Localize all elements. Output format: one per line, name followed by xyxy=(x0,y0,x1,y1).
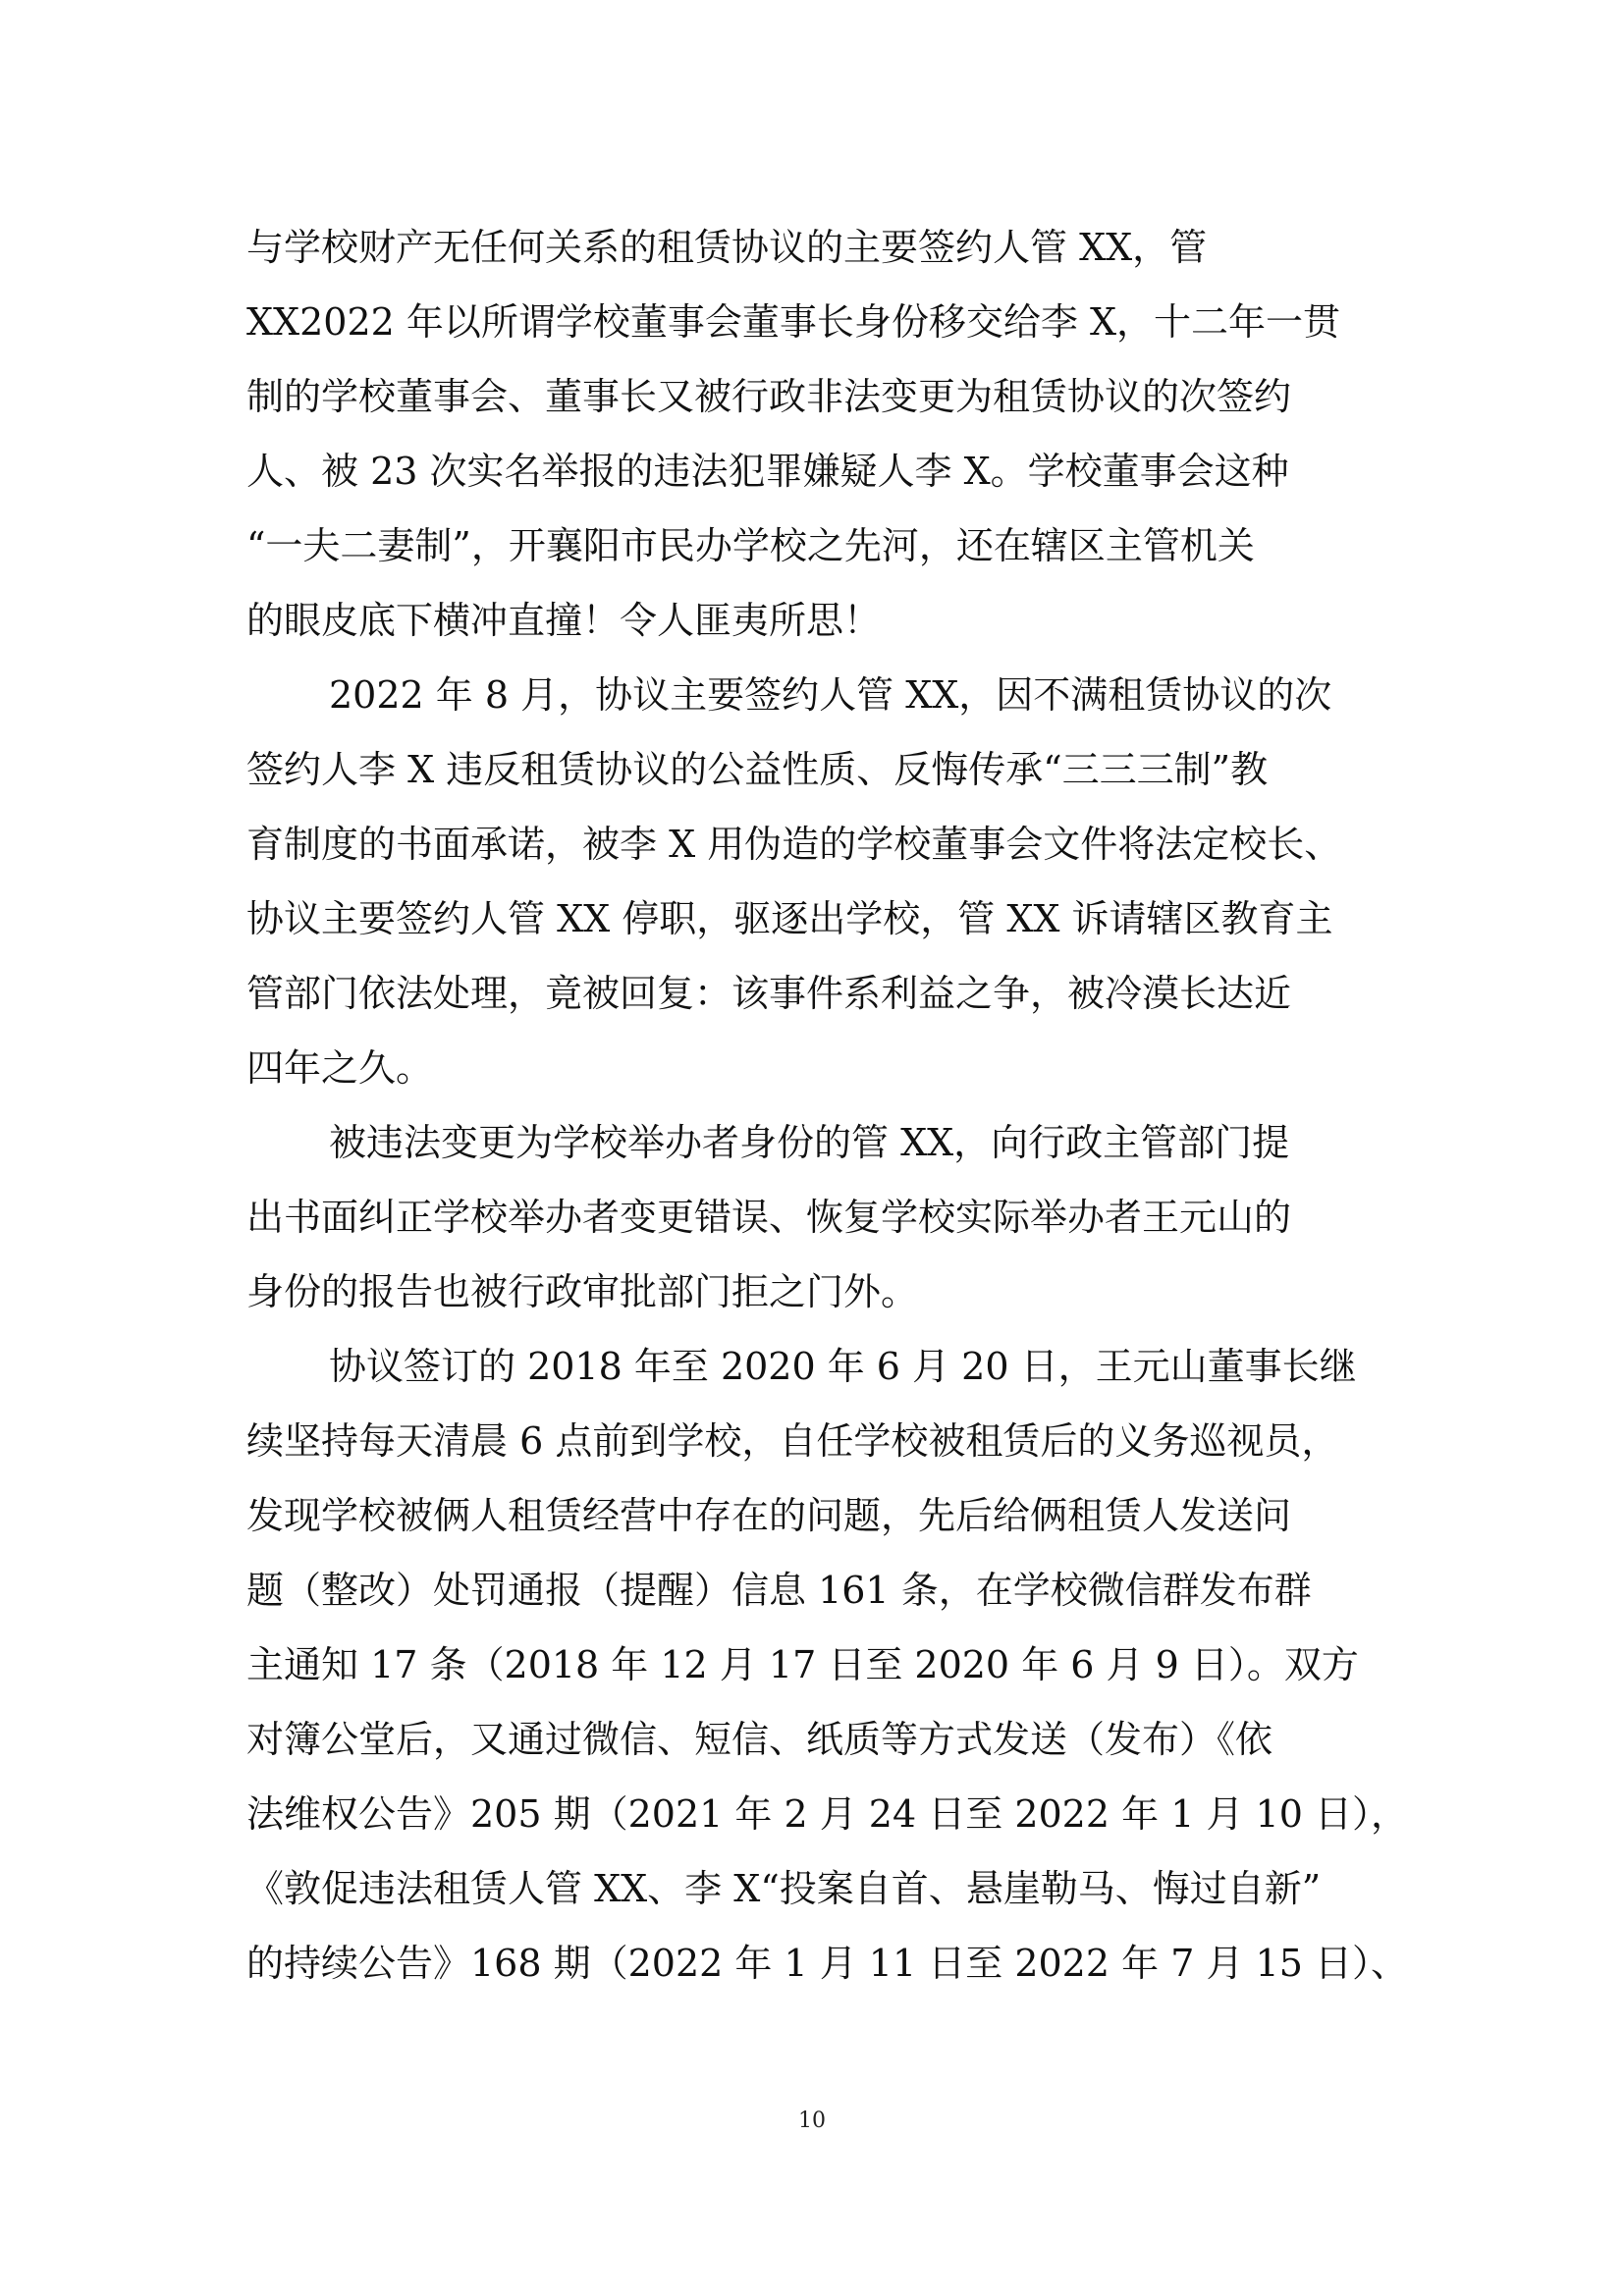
body-text-line: “一夫二妻制”，开襄阳市民办学校之先河，还在辖区主管机关 xyxy=(246,524,1255,567)
body-text-line: 主通知 17 条（2018 年 12 月 17 日至 2020 年 6 月 9 日）。双方 xyxy=(246,1643,1359,1686)
page-number: 10 xyxy=(798,2109,826,2133)
body-text-line: 续坚持每天清晨 6 点前到学校，自任学校被租赁后的义务巡视员， xyxy=(246,1419,1339,1463)
paragraph-first-line: 2022 年 8 月，协议主要签约人管 XX，因不满租赁协议的次 xyxy=(329,673,1332,717)
body-text-line: 出书面纠正学校举办者变更错误、恢复学校实际举办者王元山的 xyxy=(246,1196,1292,1239)
paragraph-first-line: 协议签订的 2018 年至 2020 年 6 月 20 日，王元山董事长继 xyxy=(329,1345,1357,1388)
body-text-line: 发现学校被俩人租赁经营中存在的问题，先后给俩租赁人发送问 xyxy=(246,1494,1292,1537)
body-text-line: 法维权公告》205 期（2021 年 2 月 24 日至 2022 年 1 月 10 日）， xyxy=(246,1792,1408,1836)
body-text-line: 题（整改）处罚通报（提醒）信息 161 条，在学校微信群发布群 xyxy=(246,1569,1312,1612)
body-text-line: 《敦促违法租赁人管 XX、李 X“投案自首、悬崖勒马、悔过自新” xyxy=(246,1867,1322,1910)
paragraph-first-line: 被违法变更为学校举办者身份的管 XX，向行政主管部门提 xyxy=(329,1121,1290,1164)
body-text-line: XX2022 年以所谓学校董事会董事长身份移交给李 X，十二年一贯 xyxy=(246,300,1341,344)
body-text-line: 管部门依法处理，竟被回复：该事件系利益之争，被冷漠长达近 xyxy=(246,972,1292,1015)
body-text-line: 制的学校董事会、董事长又被行政非法变更为租赁协议的次签约 xyxy=(246,375,1292,418)
body-text-line: 育制度的书面承诺，被李 X 用伪造的学校董事会文件将法定校长、 xyxy=(246,823,1342,866)
body-text-line: 与学校财产无任何关系的租赁协议的主要签约人管 XX，管 xyxy=(246,226,1208,269)
body-text-line: 人、被 23 次实名举报的违法犯罪嫌疑人李 X。学校董事会这种 xyxy=(246,450,1289,493)
body-text-line: 协议主要签约人管 XX 停职，驱逐出学校，管 XX 诉请辖区教育主 xyxy=(246,897,1333,940)
body-text-line: 的眼皮底下横冲直撞！令人匪夷所思！ xyxy=(246,599,882,642)
body-text-line: 签约人李 X 违反租赁协议的公益性质、反悔传承“三三三制”教 xyxy=(246,748,1269,791)
body-text-line: 身份的报告也被行政审批部门拒之门外。 xyxy=(246,1270,919,1313)
body-text-line: 的持续公告》168 期（2022 年 1 月 11 日至 2022 年 7 月 15 日）、 xyxy=(246,1942,1408,1985)
body-text-line: 对簿公堂后，又通过微信、短信、纸质等方式发送（发布）《依 xyxy=(246,1718,1273,1761)
body-text-line: 四年之久。 xyxy=(246,1046,434,1090)
